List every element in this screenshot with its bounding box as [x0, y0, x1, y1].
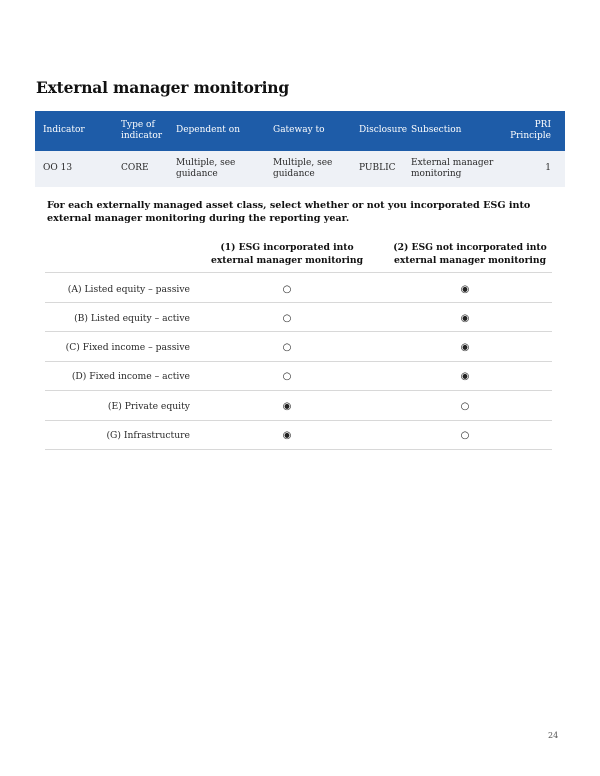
- header-disclosure: Disclosure: [351, 111, 403, 151]
- radio-listed-equity-active-incorporated[interactable]: ○: [282, 313, 292, 324]
- page-title: External manager monitoring: [36, 78, 290, 97]
- column-header-esg-incorporated: (1) ESG incorporated into external manager monitoring: [210, 242, 363, 266]
- row-divider: [45, 302, 552, 303]
- radio-infrastructure-incorporated[interactable]: ◉: [282, 430, 292, 441]
- row-label-listed-equity-passive: (A) Listed equity – passive: [67, 284, 190, 295]
- row-divider: [45, 390, 552, 391]
- row-divider: [45, 272, 552, 273]
- header-gateway-to: Gateway to: [265, 111, 351, 151]
- header-subsection: Subsection: [403, 111, 498, 151]
- row-divider: [45, 361, 552, 362]
- question-text: For each externally managed asset class, select whether or not you incorporated ESG into external manager monitoring during the reporting year.: [47, 200, 531, 224]
- radio-private-equity-not-incorporated[interactable]: ○: [460, 401, 470, 412]
- value-pri-principle: 1: [498, 151, 565, 187]
- value-disclosure: PUBLIC: [351, 151, 403, 187]
- value-subsection: External manager monitoring: [403, 151, 498, 187]
- header-pri-principle: PRI Principle: [498, 111, 565, 151]
- header-indicator: Indicator: [35, 111, 113, 151]
- radio-private-equity-incorporated[interactable]: ◉: [282, 401, 292, 412]
- radio-fixed-income-passive-not-incorporated[interactable]: ◉: [460, 342, 470, 353]
- header-dependent-on: Dependent on: [168, 111, 265, 151]
- value-indicator: OO 13: [35, 151, 113, 187]
- header-type-of-indicator: Type of indicator: [113, 111, 168, 151]
- row-divider: [45, 449, 552, 450]
- value-gateway-to: Multiple, see guidance: [265, 151, 351, 187]
- row-divider: [45, 420, 552, 421]
- row-label-fixed-income-active: (D) Fixed income – active: [71, 371, 190, 382]
- radio-infrastructure-not-incorporated[interactable]: ○: [460, 430, 470, 441]
- column-header-esg-not-incorporated: (2) ESG not incorporated into external manager monitoring: [393, 242, 547, 266]
- page-number: 24: [548, 731, 559, 740]
- radio-listed-equity-active-not-incorporated[interactable]: ◉: [460, 313, 470, 324]
- radio-fixed-income-active-not-incorporated[interactable]: ◉: [460, 371, 470, 382]
- row-label-listed-equity-active: (B) Listed equity – active: [74, 313, 190, 324]
- value-type-of-indicator: CORE: [113, 151, 168, 187]
- metadata-value-row: [35, 151, 565, 187]
- radio-fixed-income-passive-incorporated[interactable]: ○: [282, 342, 292, 353]
- radio-listed-equity-passive-not-incorporated[interactable]: ◉: [460, 284, 470, 295]
- metadata-header-row: [35, 111, 565, 151]
- row-divider: [45, 331, 552, 332]
- radio-fixed-income-active-incorporated[interactable]: ○: [282, 371, 292, 382]
- row-label-private-equity: (E) Private equity: [107, 401, 190, 412]
- indicator-metadata-table: [35, 111, 565, 187]
- row-label-fixed-income-passive: (C) Fixed income – passive: [65, 342, 190, 353]
- row-label-infrastructure: (G) Infrastructure: [106, 430, 190, 441]
- value-dependent-on: Multiple, see guidance: [168, 151, 265, 187]
- radio-listed-equity-passive-incorporated[interactable]: ○: [282, 284, 292, 295]
